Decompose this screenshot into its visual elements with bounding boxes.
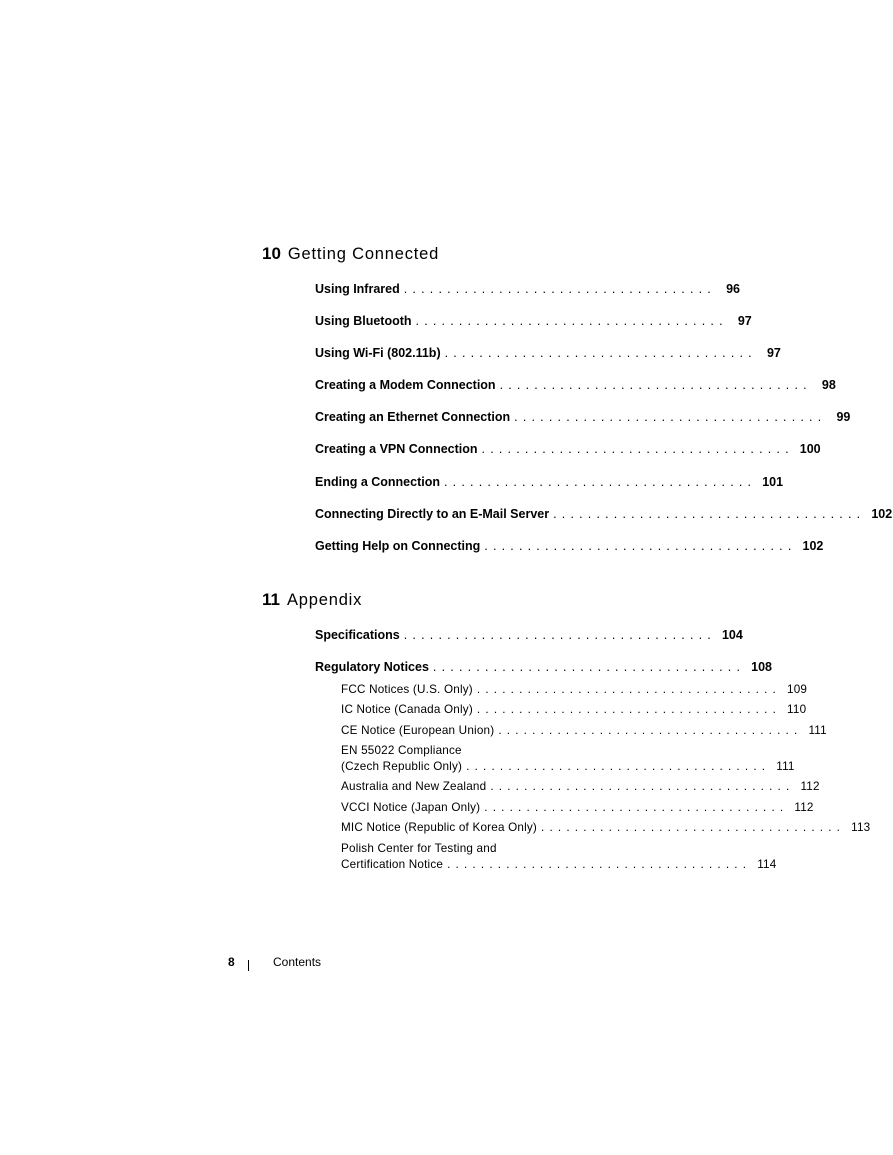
dot-leader: .................................... bbox=[444, 346, 757, 360]
toc-entry-help-connecting[interactable] bbox=[315, 539, 824, 553]
toc-entry-label: Regulatory Notices bbox=[315, 660, 429, 674]
toc-subentry-page: 111 bbox=[808, 724, 827, 737]
toc-subentry-page: 112 bbox=[800, 780, 820, 793]
toc-subentry-page: 110 bbox=[787, 703, 807, 716]
dot-leader: .................................... bbox=[403, 628, 716, 642]
dot-leader: .................................... bbox=[476, 683, 781, 696]
toc-entry-page: 99 bbox=[836, 410, 851, 424]
toc-subentry-australia-nz[interactable] bbox=[341, 780, 820, 793]
toc-entry-page: 98 bbox=[821, 378, 836, 392]
toc-subentry-page: 111 bbox=[776, 760, 795, 773]
dot-leader: .................................... bbox=[444, 475, 757, 489]
toc-entry-page: 96 bbox=[726, 282, 740, 296]
dot-leader: .................................... bbox=[447, 858, 752, 871]
toc-entry-page: 104 bbox=[721, 628, 743, 642]
toc-entry-page: 101 bbox=[762, 475, 784, 489]
toc-subentry-polish-center[interactable] bbox=[341, 858, 777, 871]
chapter-title: Getting Connected bbox=[287, 245, 440, 263]
toc-subentry-label: IC Notice (Canada Only) bbox=[341, 703, 473, 716]
toc-subentry-page: 113 bbox=[851, 821, 871, 834]
toc-entry-label: Creating a VPN Connection bbox=[315, 442, 478, 456]
toc-subentry-en55022[interactable] bbox=[341, 760, 795, 773]
toc-entry-page: 100 bbox=[799, 442, 821, 456]
chapter-title: Appendix bbox=[286, 591, 363, 609]
chapter-number: 11 bbox=[262, 590, 280, 609]
chapter-heading-10 bbox=[262, 244, 632, 264]
dot-leader: .................................... bbox=[498, 724, 803, 737]
toc-subentry-label: Certification Notice bbox=[341, 858, 444, 871]
toc-subentry-ic[interactable] bbox=[341, 703, 807, 716]
toc-entry-label: Using Bluetooth bbox=[315, 314, 412, 328]
toc-subentry-label: (Czech Republic Only) bbox=[341, 760, 463, 773]
dot-leader: .................................... bbox=[484, 801, 789, 814]
toc-entry-page: 102 bbox=[802, 539, 824, 553]
toc-subentry-ce[interactable] bbox=[341, 724, 827, 737]
toc-entry-page: 108 bbox=[751, 660, 773, 674]
toc-subentry-page: 114 bbox=[757, 858, 777, 871]
toc-subentry-label: Australia and New Zealand bbox=[341, 780, 487, 793]
footer-section-name: Contents bbox=[273, 955, 322, 969]
toc-subentry-vcci[interactable] bbox=[341, 801, 814, 814]
toc-entry-label: Connecting Directly to an E-Mail Server bbox=[315, 507, 550, 521]
dot-leader: .................................... bbox=[490, 780, 795, 793]
toc-subentry-label-line1: EN 55022 Compliance bbox=[341, 744, 462, 757]
toc-subentry-label-line1: Polish Center for Testing and bbox=[341, 842, 497, 855]
dot-leader: .................................... bbox=[466, 760, 771, 773]
footer-divider bbox=[248, 960, 249, 971]
dot-leader: .................................... bbox=[484, 539, 797, 553]
toc-subentry-fcc[interactable] bbox=[341, 683, 808, 696]
footer-page-number: 8 bbox=[228, 955, 235, 969]
chapter-number: 10 bbox=[262, 244, 281, 263]
toc-subentry-label: CE Notice (European Union) bbox=[341, 724, 495, 737]
toc-subentry-page: 112 bbox=[794, 801, 814, 814]
dot-leader: .................................... bbox=[553, 507, 866, 521]
dot-leader: .................................... bbox=[403, 282, 716, 296]
toc-subentry-label: FCC Notices (U.S. Only) bbox=[341, 683, 473, 696]
toc-subentry-label: MIC Notice (Republic of Korea Only) bbox=[341, 821, 538, 834]
toc-entry-using-infrared[interactable] bbox=[315, 282, 740, 296]
dot-leader: .................................... bbox=[499, 378, 812, 392]
toc-subentry-page: 109 bbox=[787, 683, 808, 696]
dot-leader: .................................... bbox=[481, 442, 794, 456]
dot-leader: .................................... bbox=[476, 703, 782, 716]
toc-entry-label: Creating a Modem Connection bbox=[315, 378, 496, 392]
toc-entry-vpn-connection[interactable] bbox=[315, 442, 821, 456]
page-footer bbox=[0, 955, 893, 975]
toc-entry-ending-connection[interactable] bbox=[315, 475, 784, 489]
toc-entry-label: Getting Help on Connecting bbox=[315, 539, 481, 553]
chapter-heading-11 bbox=[262, 590, 632, 610]
toc-entry-email-server[interactable] bbox=[315, 507, 893, 521]
toc-entry-page: 102 bbox=[871, 507, 893, 521]
dot-leader: .................................... bbox=[432, 660, 746, 674]
toc-entry-ethernet-connection[interactable] bbox=[315, 410, 851, 424]
toc-entry-label: Specifications bbox=[315, 628, 400, 642]
toc-entry-label: Using Wi-Fi (802.11b) bbox=[315, 346, 441, 360]
toc-entry-label: Creating an Ethernet Connection bbox=[315, 410, 511, 424]
toc-entry-regulatory-notices[interactable] bbox=[315, 660, 773, 674]
toc-entry-modem-connection[interactable] bbox=[315, 378, 836, 392]
toc-subentry-mic[interactable] bbox=[341, 821, 871, 834]
dot-leader: .................................... bbox=[415, 314, 728, 328]
toc-entry-using-bluetooth[interactable] bbox=[315, 314, 752, 328]
toc-entry-page: 97 bbox=[766, 346, 781, 360]
toc-entry-label: Using Infrared bbox=[315, 282, 400, 296]
dot-leader: .................................... bbox=[541, 821, 846, 834]
toc-entry-page: 97 bbox=[737, 314, 752, 328]
toc-entry-using-wifi[interactable] bbox=[315, 346, 781, 360]
dot-leader: .................................... bbox=[514, 410, 827, 424]
toc-entry-specifications[interactable] bbox=[315, 628, 743, 642]
toc-subentry-label: VCCI Notice (Japan Only) bbox=[341, 801, 481, 814]
toc-entry-label: Ending a Connection bbox=[315, 475, 440, 489]
